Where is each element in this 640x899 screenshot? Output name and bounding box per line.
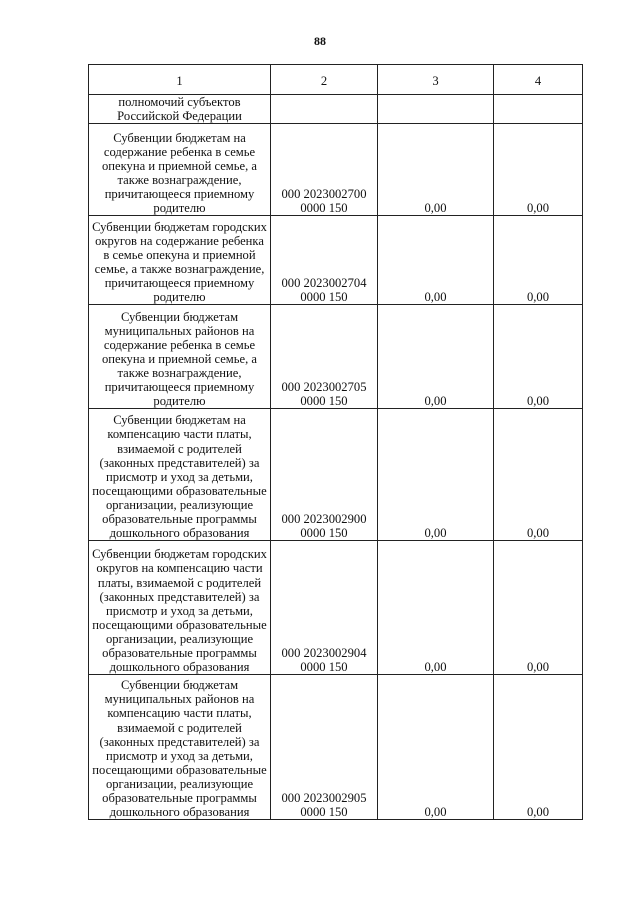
row-code xyxy=(271,95,378,124)
row-value-col3: 0,00 xyxy=(378,541,494,675)
column-header-3: 3 xyxy=(378,65,494,95)
row-value-col3: 0,00 xyxy=(378,216,494,305)
row-name: Субвенции бюджетам муниципальных районов на содержание ребенка в семье опекуна и приемной семье, а также вознаграждение, причитающееся приемному родителю xyxy=(89,305,271,409)
table-row xyxy=(89,216,583,305)
row-value-col4: 0,00 xyxy=(494,124,583,216)
row-value-col4: 0,00 xyxy=(494,305,583,409)
row-value-col4: 0,00 xyxy=(494,675,583,820)
table-row xyxy=(89,409,583,541)
table-row xyxy=(89,675,583,820)
row-name: полномочий субъектов Российской Федерации xyxy=(89,95,271,124)
table-row xyxy=(89,541,583,675)
row-value-col3: 0,00 xyxy=(378,675,494,820)
row-name: Субвенции бюджетам на содержание ребенка в семье опекуна и приемной семье, а также вознаграждение, причитающееся приемному родителю xyxy=(89,124,271,216)
row-value-col3: 0,00 xyxy=(378,124,494,216)
column-header-2: 2 xyxy=(271,65,378,95)
table-row xyxy=(89,305,583,409)
page-number: 88 xyxy=(314,34,326,48)
row-name: Субвенции бюджетам городских округов на содержание ребенка в семье опекуна и приемной семье, а также вознаграждение, причитающееся приемному родителю xyxy=(89,216,271,305)
table-row xyxy=(89,95,583,124)
row-name: Субвенции бюджетам на компенсацию части платы, взимаемой с родителей (законных представителей) за присмотр и уход за детьми, посещающими образовательные организации, реализующие образовательные программы дошкольного образования xyxy=(89,409,271,541)
row-value-col3 xyxy=(378,95,494,124)
row-value-col4: 0,00 xyxy=(494,216,583,305)
row-code: 000 2023002900 0000 150 xyxy=(271,409,378,541)
row-name: Субвенции бюджетам муниципальных районов на компенсацию части платы, взимаемой с родителей (законных представителей) за присмотр и уход за детьми, посещающими образовательные организации, реализующие образовательные программы дошкольного образования xyxy=(89,675,271,820)
row-value-col3: 0,00 xyxy=(378,409,494,541)
budget-table xyxy=(88,64,583,820)
row-code: 000 2023002905 0000 150 xyxy=(271,675,378,820)
table-header-row xyxy=(89,65,583,95)
column-header-4: 4 xyxy=(494,65,583,95)
row-code: 000 2023002704 0000 150 xyxy=(271,216,378,305)
row-value-col4 xyxy=(494,95,583,124)
table-row xyxy=(89,124,583,216)
row-value-col4: 0,00 xyxy=(494,409,583,541)
row-code: 000 2023002700 0000 150 xyxy=(271,124,378,216)
row-code: 000 2023002705 0000 150 xyxy=(271,305,378,409)
row-value-col4: 0,00 xyxy=(494,541,583,675)
row-value-col3: 0,00 xyxy=(378,305,494,409)
row-code: 000 2023002904 0000 150 xyxy=(271,541,378,675)
column-header-1: 1 xyxy=(89,65,271,95)
row-name: Субвенции бюджетам городских округов на компенсацию части платы, взимаемой с родителей (законных представителей) за присмотр и уход за детьми, посещающими образовательные организации, реализующие образовательные программы дошкольного образования xyxy=(89,541,271,675)
